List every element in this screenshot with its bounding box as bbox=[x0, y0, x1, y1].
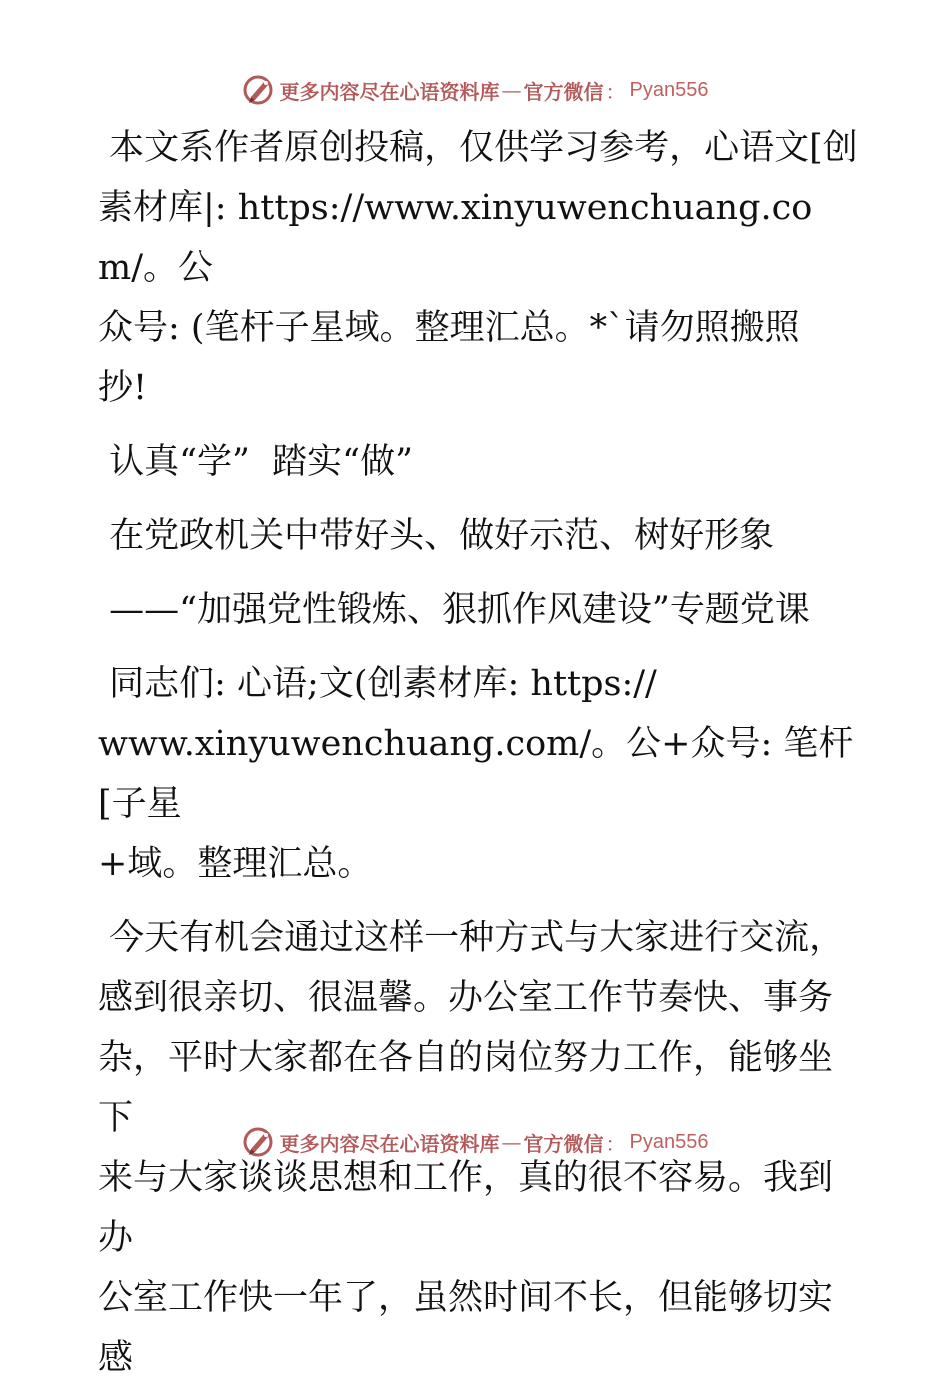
text-line: www.xinyuwenchuang.com/。公+众号: 笔杆[子星 bbox=[98, 724, 854, 824]
text-line: 感到很亲切、很温馨。办公室工作节奏快、事务 bbox=[98, 978, 834, 1018]
text-line: 抄! bbox=[98, 368, 148, 408]
text-line: 公室工作快一年了，虽然时间不长，但能够切实感 bbox=[98, 1278, 834, 1378]
banner-slogan: 更多内容尽在心语资料库 bbox=[279, 79, 500, 104]
banner-wechat-label: 官方微信 bbox=[523, 79, 604, 104]
footer-banner bbox=[0, 1120, 950, 1164]
document-body bbox=[98, 118, 858, 1388]
text-line: +域。整理汇总。 bbox=[98, 844, 373, 884]
pen-logo-icon bbox=[242, 1125, 276, 1159]
banner-colon: ： bbox=[605, 79, 626, 104]
banner-wechat-id: Pyan556 bbox=[629, 78, 709, 101]
banner-wechat-label: 官方微信 bbox=[523, 1131, 604, 1156]
pen-logo-icon bbox=[242, 73, 276, 107]
text-line: 素材库|: https://www.xinyuwenchuang.com/。公 bbox=[98, 188, 813, 288]
banner-wechat-id: Pyan556 bbox=[629, 1130, 709, 1153]
intro-paragraph bbox=[98, 118, 858, 418]
text-line: 同志们: 心语;文(创素材库: https:// bbox=[98, 664, 657, 704]
banner-slogan: 更多内容尽在心语资料库 bbox=[279, 1131, 500, 1156]
text-line: 来与大家谈谈思想和工作，真的很不容易。我到办 bbox=[98, 1158, 834, 1258]
text-line: 众号: (笔杆子星域。整理汇总。*`请勿照搬照 bbox=[98, 308, 800, 348]
document-subtitle: 在党政机关中带好头、做好示范、树好形象 bbox=[98, 516, 775, 556]
text-line: 杂，平时大家都在各自的岗位努力工作，能够坐下 bbox=[98, 1038, 834, 1138]
document-subtitle-2: ——“加强党性锻炼、狠抓作风建设”专题党课 bbox=[98, 590, 810, 630]
banner-separator: — bbox=[501, 1130, 522, 1154]
greeting-paragraph bbox=[98, 654, 858, 894]
document-title: 认真“学” 踏实“做” bbox=[98, 442, 413, 482]
text-line: 本文系作者原创投稿，仅供学习参考，心语文[创 bbox=[98, 128, 858, 168]
text-line: 今天有机会通过这样一种方式与大家进行交流， bbox=[98, 918, 845, 958]
banner-colon: ： bbox=[605, 1131, 626, 1156]
banner-separator: — bbox=[501, 78, 522, 102]
header-banner bbox=[0, 68, 950, 112]
